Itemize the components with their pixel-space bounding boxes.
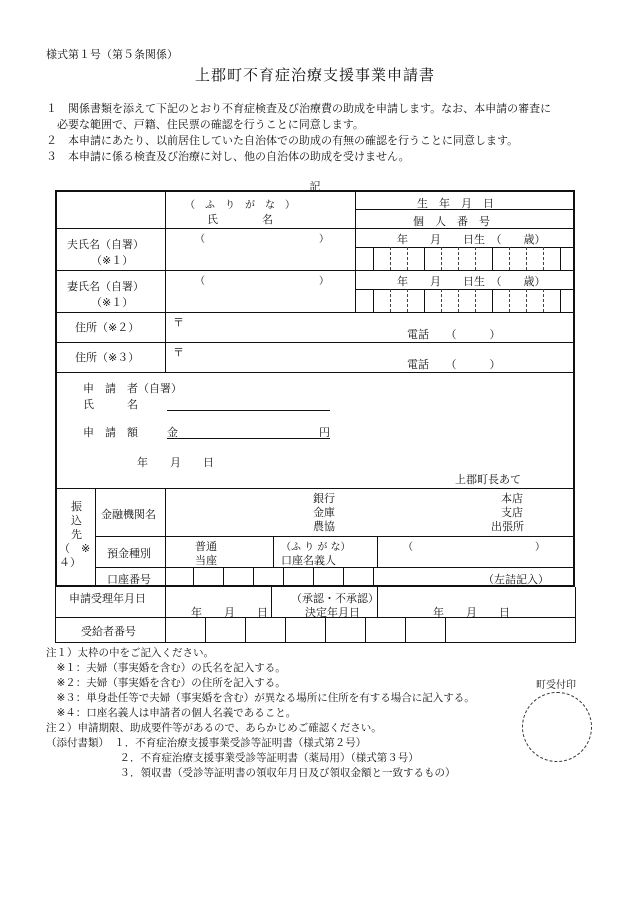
divider	[95, 488, 96, 587]
transfer-label-4: （ ※	[59, 542, 91, 555]
divider	[57, 342, 575, 343]
divider	[55, 642, 575, 643]
divider	[445, 617, 446, 642]
transfer-label-3: 先	[71, 528, 82, 541]
divider	[543, 247, 544, 270]
divider	[373, 567, 374, 587]
amount-label: 申 請 額	[83, 426, 138, 439]
divider	[405, 617, 406, 642]
ki-marker: 記	[309, 180, 321, 193]
decision-label-status: （承認・不承認）	[291, 592, 379, 605]
address3-phone[interactable]: 電話 （ ）	[407, 358, 501, 371]
note-line-4: ※３：単身赴任等で夫婦（事実婚を含む）が異なる場所に住所を有する場合に記入する。	[46, 692, 475, 704]
divider	[424, 247, 425, 270]
wife-birthdate[interactable]: 年 月 日生 （ 歳）	[397, 275, 546, 288]
husband-furigana-close: ）	[319, 234, 329, 245]
holder-furigana-label: （ふ り が な）	[281, 542, 351, 553]
name-header: 氏 名	[207, 213, 273, 226]
divider	[509, 247, 510, 270]
note-line-2: ※１：夫婦（事実婚を含む）の氏名を記入する。	[46, 662, 286, 674]
address2-phone[interactable]: 電話 （ ）	[407, 328, 501, 341]
wife-furigana-open: （	[195, 276, 205, 287]
divider	[57, 312, 575, 313]
address3-postal-mark: 〒	[173, 346, 184, 359]
divider	[343, 567, 344, 587]
transfer-label-2: 込	[71, 514, 82, 527]
application-date[interactable]: 年 月 日	[137, 456, 214, 469]
divider	[205, 617, 206, 642]
divider	[560, 289, 561, 312]
bank-type-bank: 銀行	[313, 492, 335, 505]
divider	[377, 536, 378, 567]
note-line-5: ※４：口座名義人は申請者の個人名義であること。	[46, 707, 297, 719]
divider	[355, 192, 356, 312]
wife-name-label: 妻氏名（自署）	[67, 280, 144, 293]
applicant-name-line[interactable]	[167, 410, 330, 411]
divider	[560, 247, 561, 270]
note-line-8: ２．不育症治療支援事業受診等証明書（薬局用）（様式第３号）	[46, 752, 419, 764]
divider	[193, 567, 194, 587]
divider	[390, 247, 391, 270]
branch-type-branch: 支店	[501, 506, 523, 519]
divider	[407, 289, 408, 312]
declaration-line-4: ３ 本申請に係る検査及び治療に対し、他の自治体の助成を受けません。	[46, 150, 410, 163]
divider	[271, 587, 272, 617]
divider	[95, 536, 575, 537]
divider	[355, 289, 575, 290]
note-line-9: ３．領収書（受診等証明書の領収年月日及び領収金額と一致するもの）	[46, 767, 456, 779]
divider	[365, 617, 366, 642]
deposit-type-ordinary[interactable]: 普通	[195, 540, 217, 553]
divider	[373, 247, 374, 270]
birth-header: 生 年 月 日	[417, 197, 494, 210]
received-date-value: 年 月 日	[191, 606, 268, 619]
wife-name-note: （※１）	[91, 296, 134, 309]
note-line-3: ※２：夫婦（事実婚を含む）の住所を記入する。	[46, 677, 286, 689]
bank-type-shinkin: 金庫	[313, 506, 335, 519]
husband-furigana-open: （	[195, 234, 205, 245]
divider	[55, 587, 56, 643]
divider	[273, 536, 274, 567]
holder-label: 口座名義人	[281, 554, 336, 567]
branch-type-main: 本店	[501, 492, 523, 505]
bank-label: 金融機関名	[101, 508, 156, 521]
divider	[355, 247, 575, 248]
transfer-label-1: 振	[71, 500, 82, 513]
divider	[407, 247, 408, 270]
divider	[283, 567, 284, 587]
divider	[475, 247, 476, 270]
divider	[575, 587, 576, 643]
divider	[325, 617, 326, 642]
transfer-label-5: ４）	[59, 556, 81, 569]
declaration-line-2: 必要な範囲で、戸籍、住民票の確認を行うことに同意します。	[46, 118, 364, 131]
divider	[390, 289, 391, 312]
decision-date-value: 年 月 日	[433, 606, 510, 619]
received-date-label: 申請受理年月日	[69, 592, 146, 605]
divider	[313, 567, 314, 587]
account-number-label: 口座番号	[107, 573, 151, 586]
divider	[165, 488, 166, 587]
deposit-type-current[interactable]: 当座	[195, 554, 217, 567]
divider	[57, 228, 575, 229]
divider	[57, 270, 575, 271]
declaration-line-1: １ 関係書類を添えて下記のとおり不育症検査及び治療費の助成を申請します。なお、本申請の審査に	[46, 102, 552, 115]
divider	[253, 567, 254, 587]
page-title: 上郡町不育症治療支援事業申請書	[194, 66, 435, 84]
note-line-1: 注１）太枠の中をご記入ください。	[46, 647, 214, 659]
form-code: 様式第１号（第５条関係）	[46, 48, 178, 61]
furigana-header: （ ふ り が な ）	[185, 200, 295, 211]
divider	[526, 289, 527, 312]
divider	[458, 289, 459, 312]
decision-label-date: 決定年月日	[305, 606, 360, 619]
amount-prefix: 金	[167, 426, 178, 439]
amount-unit: 円	[319, 426, 330, 439]
divider	[441, 247, 442, 270]
application-table	[55, 190, 575, 587]
divider	[543, 289, 544, 312]
amount-line[interactable]	[167, 438, 330, 439]
mynumber-header: 個 人 番 号	[413, 215, 490, 228]
holder-furigana-close: ）	[535, 542, 545, 553]
divider	[509, 289, 510, 312]
applicant-name-label: 氏 名	[83, 398, 138, 411]
husband-birthdate[interactable]: 年 月 日生 （ 歳）	[397, 233, 546, 246]
address3-label: 住所（※３）	[75, 351, 140, 364]
bank-type-nokyo: 農協	[313, 520, 335, 533]
divider	[57, 488, 575, 489]
note-line-6: 注２）申請期限、助成要件等があるので、あらかじめご確認ください。	[46, 722, 382, 734]
recipient-number-label: 受給者番号	[81, 625, 136, 638]
stamp-label: 町受付印	[536, 680, 576, 691]
divider	[441, 289, 442, 312]
husband-name-note: （※１）	[91, 254, 134, 267]
deposit-type-label: 預金種別	[107, 547, 151, 560]
wife-furigana-close: ）	[319, 276, 329, 287]
note-line-7: （添付書類） １．不育症治療支援事業受診等証明書（様式第２号）	[46, 737, 367, 749]
applicant-label: 申 請 者（自署）	[83, 382, 182, 395]
divider	[526, 247, 527, 270]
divider	[458, 247, 459, 270]
office-use-table	[55, 587, 575, 643]
left-align-note: （左詰記入）	[483, 573, 549, 586]
divider	[492, 247, 493, 270]
divider	[492, 289, 493, 312]
declaration-line-3: ２ 本申請にあたり、以前居住していた自治体での助成の有無の確認を行うことに同意します。	[46, 134, 519, 147]
address2-postal-mark: 〒	[173, 316, 184, 329]
divider	[424, 289, 425, 312]
husband-name-label: 夫氏名（自署）	[67, 238, 144, 251]
addressee: 上郡町長あて	[455, 473, 521, 486]
holder-furigana-open: （	[403, 542, 413, 553]
branch-type-office: 出張所	[491, 520, 524, 533]
divider	[245, 617, 246, 642]
divider	[57, 372, 575, 373]
address2-label: 住所（※２）	[75, 321, 140, 334]
divider	[285, 617, 286, 642]
divider	[223, 567, 224, 587]
divider	[165, 192, 166, 372]
divider	[475, 289, 476, 312]
divider	[373, 289, 374, 312]
divider	[165, 587, 166, 643]
reception-stamp-area	[522, 692, 592, 762]
